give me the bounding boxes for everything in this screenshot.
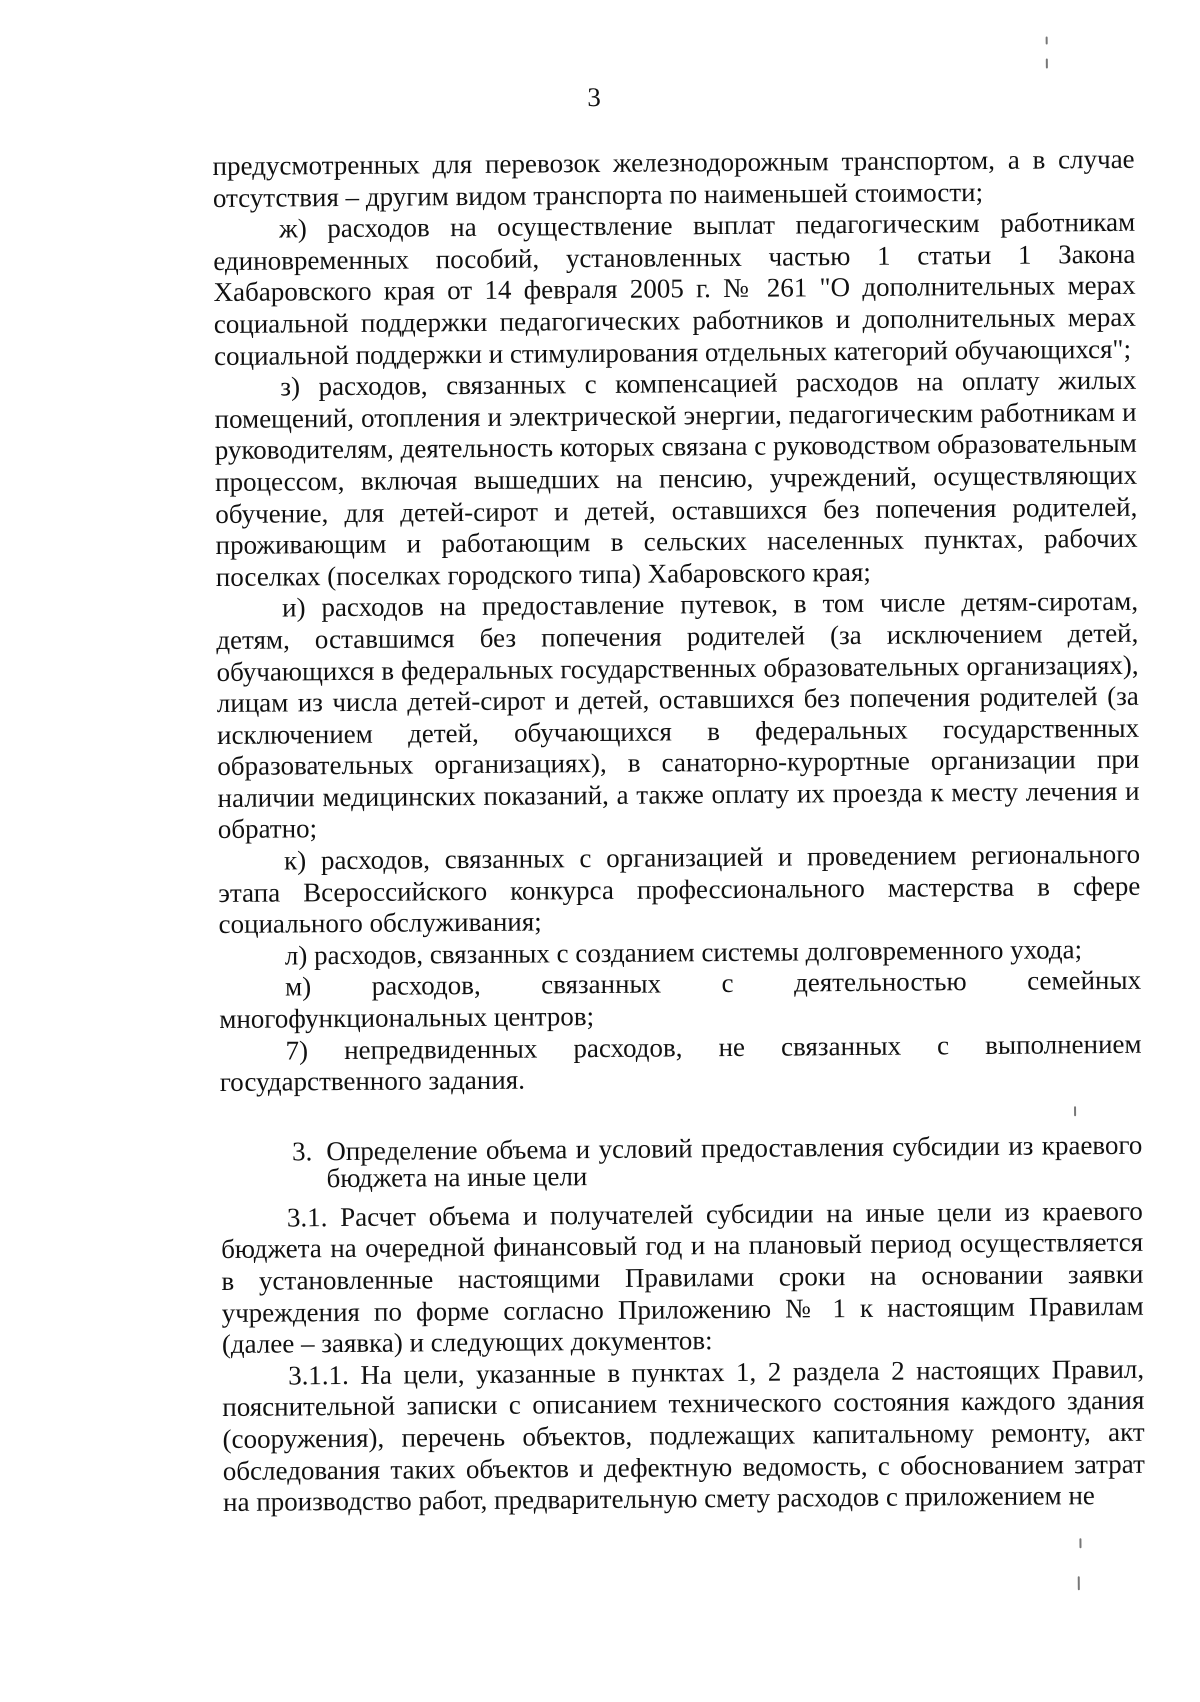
scan-speck bbox=[1074, 1106, 1076, 1116]
paragraph-item-7: 7) непредвиденных расходов, не связанных с выполнением государственного задания. bbox=[219, 1028, 1142, 1098]
paragraph-continuation: предусмотренных для перевозок железнодорожным транспортом, а в случае отсутствия – другим видом транспорта по наименьшей стоимости; bbox=[212, 143, 1135, 213]
section-number: 3. bbox=[291, 1136, 313, 1167]
scan-speck bbox=[1046, 36, 1048, 44]
document-body bbox=[212, 144, 1145, 1519]
paragraph-item-z: з) расходов, связанных с компенсацией расходов на оплату жилых помещений, отопления и электрической энергии, педагогическим работникам и руководителям, деятельность которых связана с руководством образовательным процессом, включая вышедших на пенсию, учреждений, осуществляющих обучение, для детей-сирот и детей, оставшихся без попечения родителей, проживающим и работающим в сельских населенных пунктах, рабочих поселках (поселках городского типа) Хабаровского края; bbox=[214, 364, 1138, 592]
paragraph-item-k: к) расходов, связанных с организацией и проведением регионального этапа Всероссийского конкурса профессионального мастерства в сфере социального обслуживания; bbox=[218, 838, 1141, 940]
paragraph-3-1: 3.1. Расчет объема и получателей субсидии на иные цели из краевого бюджета на очередной финансовый год и на плановый период осуществляется в установленные настоящими Правилами сроки на основании заявки учреждения по форме согласно Приложению № 1 к настоящим Правилам (далее – заявка) и следующих документов: bbox=[221, 1195, 1144, 1360]
scan-speck bbox=[1046, 58, 1048, 68]
scan-speck bbox=[1078, 1576, 1080, 1590]
section-heading bbox=[220, 1129, 1143, 1193]
paragraph-item-m: м) расходов, связанных с деятельностью семейных многофункциональных центров; bbox=[219, 965, 1142, 1035]
paragraph-3-1-1: 3.1.1. На цели, указанные в пунктах 1, 2 раздела 2 настоящих Правил, пояснительной записки с описанием технического состояния каждого здания (сооружения), перечень объектов, подлежащих капитальному ремонту, акт обследования таких объектов и дефектную ведомость, с обоснованием затрат на производство работ, предварительную смету расходов с приложением не bbox=[222, 1353, 1145, 1518]
paragraph-item-zh: ж) расходов на осуществление выплат педагогическим работникам единовременных пособий, установленных частью 1 статьи 1 Закона Хабаровского края от 14 февраля 2005 г. № 261 "О дополнительных мерах социальной поддержки педагогических работников и дополнительных мерах социальной поддержки и стимулирования отдельных категорий обучающихся"; bbox=[213, 206, 1136, 371]
page-number: 3 bbox=[587, 81, 601, 113]
paragraph-item-i: и) расходов на предоставление путевок, в том числе детям-сиротам, детям, оставшимся без попечения родителей (за исключением детей, обучающихся в федеральных государственных образовательных организациях), лицам из числа детей-сирот и детей, оставшихся без попечения родителей (за исключением детей, обучающихся в федеральных государственных образовательных организациях), в санаторно-курортные организации при наличии медицинских показаний, а также оплату их проезда к месту лечения и обратно; bbox=[216, 586, 1140, 845]
scan-speck bbox=[1079, 1538, 1081, 1548]
section-title: Определение объема и условий предоставления субсидии из краевого бюджета на иные цели bbox=[326, 1129, 1143, 1193]
paragraph-item-l: л) расходов, связанных с созданием системы долговременного ухода; bbox=[284, 934, 1083, 971]
